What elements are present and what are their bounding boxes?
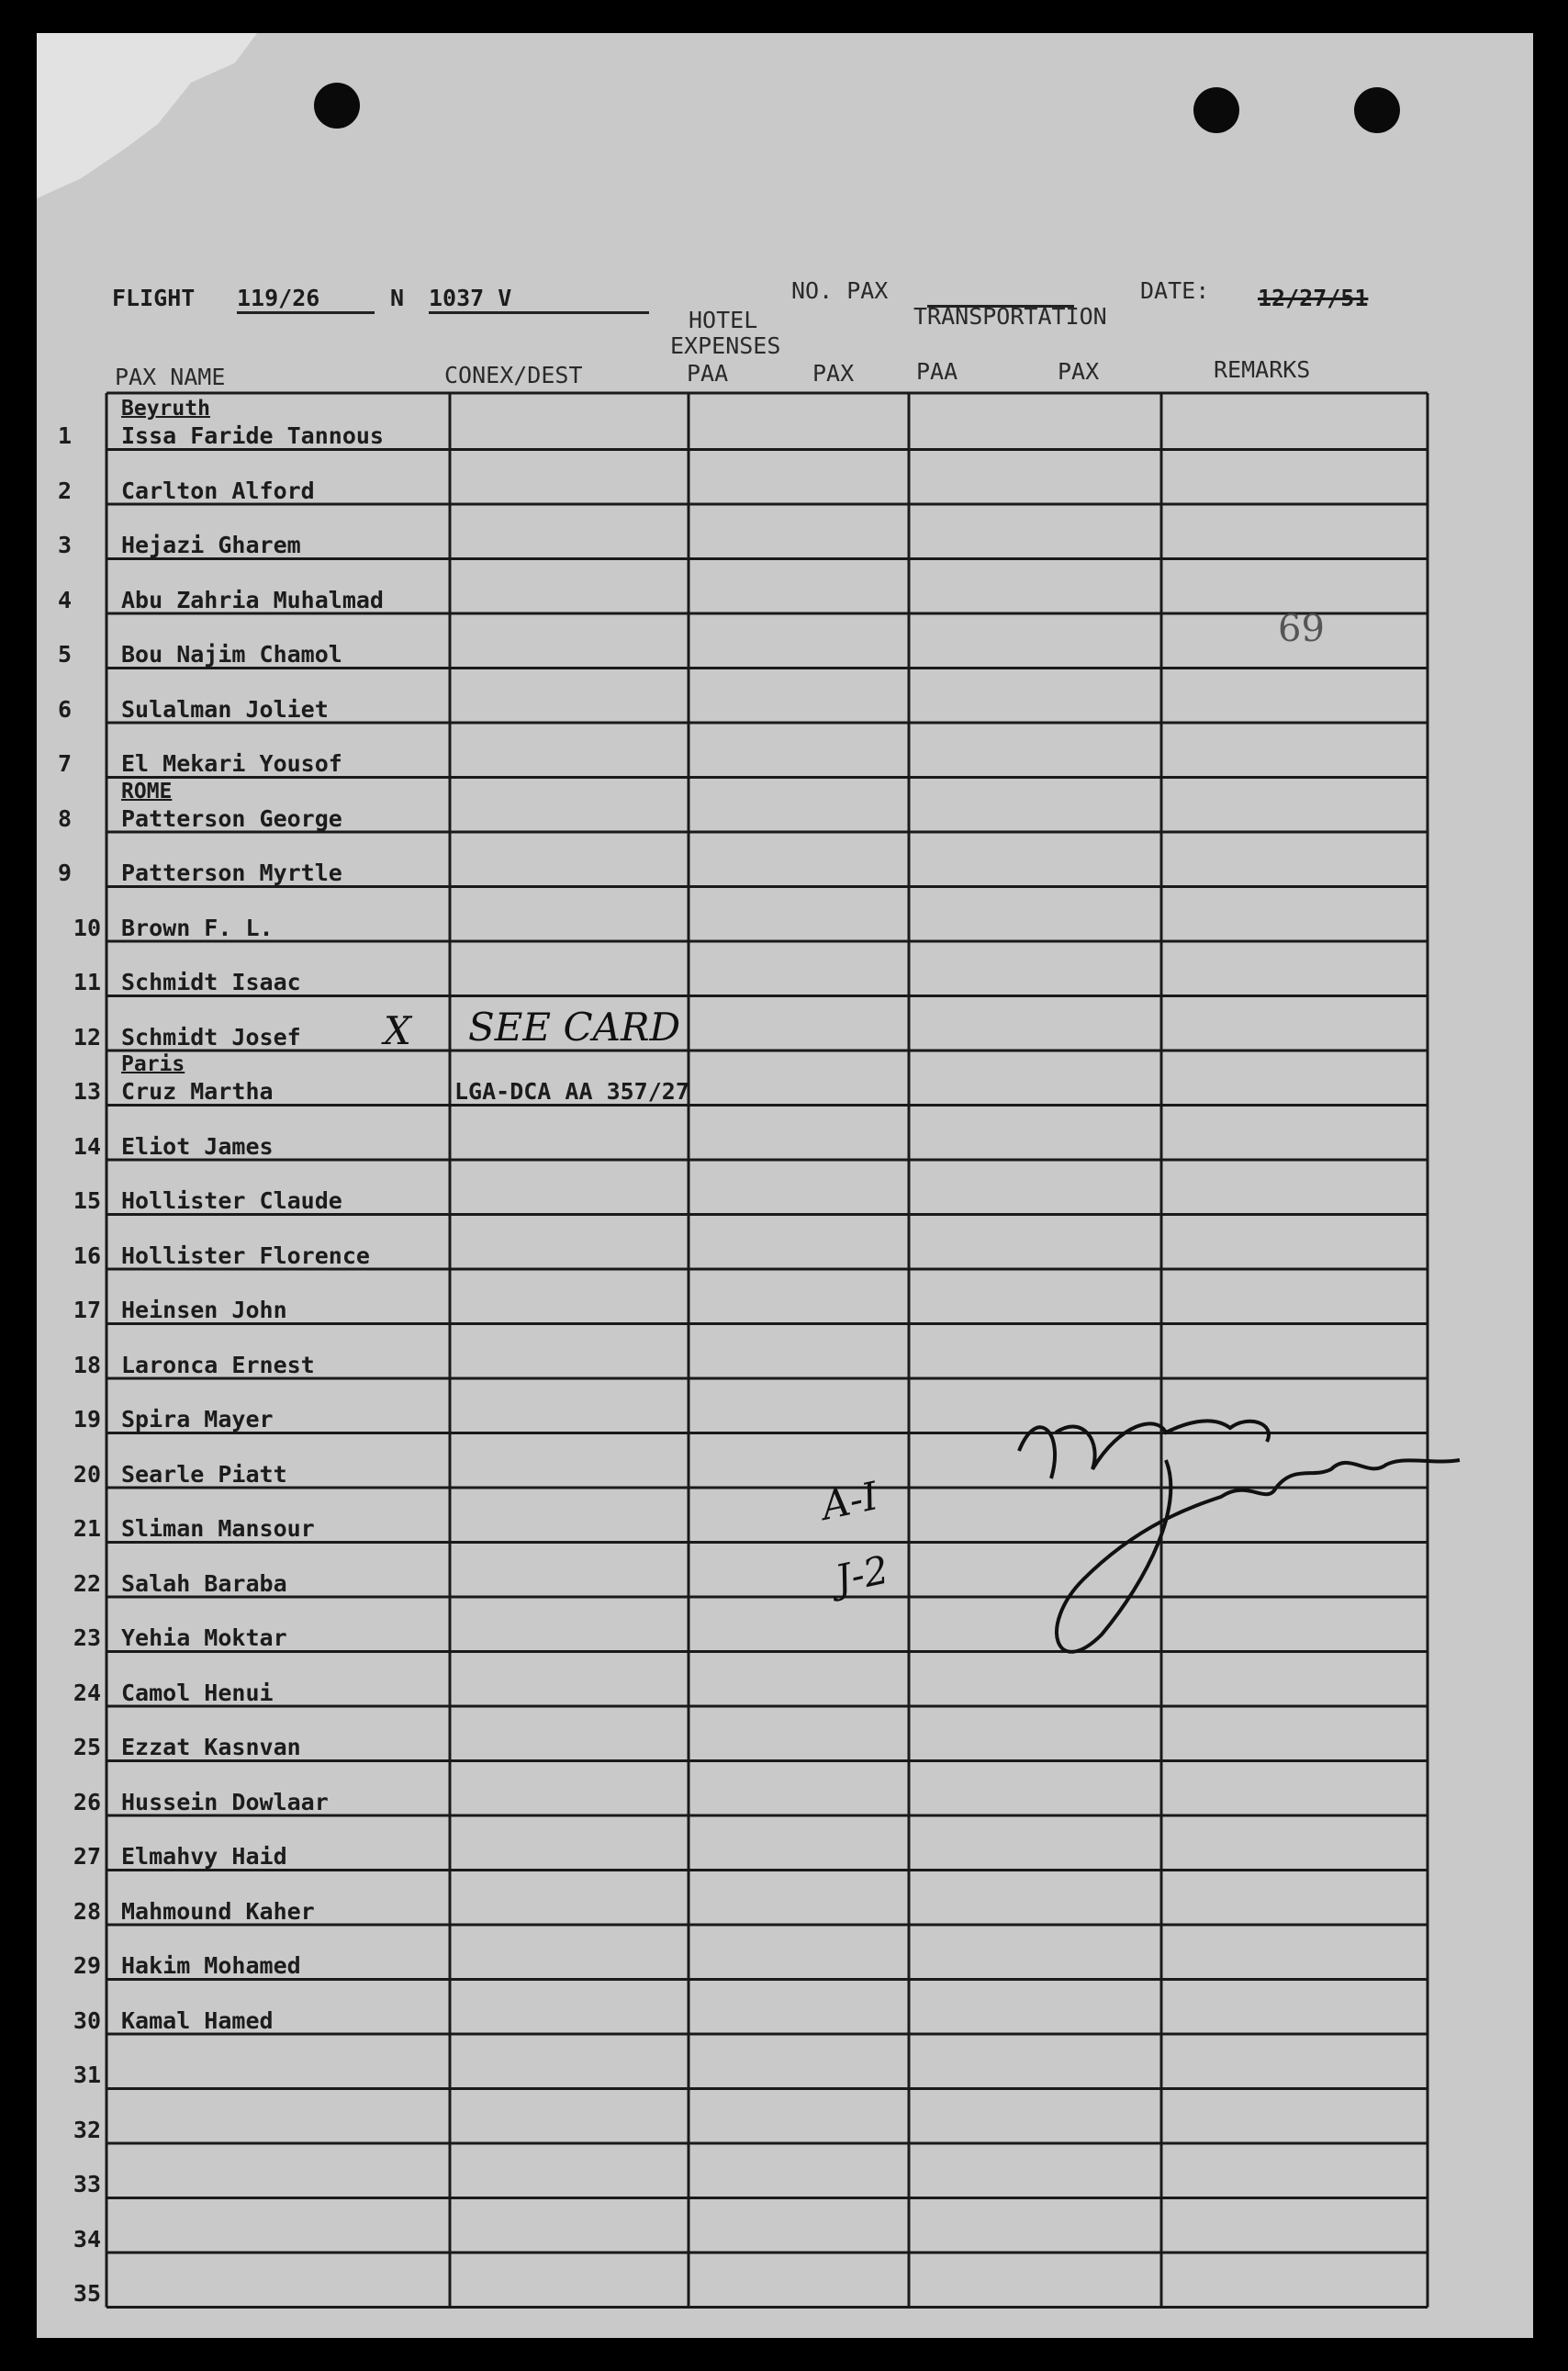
passenger-name: Eliot James	[121, 1132, 274, 1160]
row-number: 13	[73, 1078, 101, 1105]
see-card-note: SEE CARD	[468, 1005, 681, 1050]
col-trans-pax: PAX	[1058, 358, 1100, 385]
check-mark: X	[384, 1008, 411, 1053]
remark-number-stamp: 69	[1278, 608, 1325, 650]
row-number: 28	[73, 1897, 101, 1925]
row-number: 17	[73, 1297, 101, 1323]
code-j-note: J-2	[831, 1546, 893, 1602]
col-trans-paa: PAA	[916, 358, 958, 385]
passenger-name: Searle Piatt	[121, 1460, 287, 1488]
passenger-name: Laronca Ernest	[121, 1351, 315, 1378]
row-number: 6	[57, 695, 72, 723]
row-number: 21	[73, 1515, 101, 1542]
passenger-name: Bou Najim Chamol	[121, 641, 342, 668]
row-number: 4	[57, 586, 72, 613]
passenger-name: Patterson Myrtle	[121, 860, 342, 886]
row-number: 1	[57, 422, 72, 449]
passenger-name: Hollister Claude	[121, 1187, 342, 1214]
row-number: 7	[57, 750, 72, 777]
row-number: 26	[73, 1788, 101, 1815]
passenger-name: Heinsen John	[121, 1297, 287, 1323]
passenger-name: Camol Henui	[121, 1679, 274, 1706]
passenger-name: Cruz Martha	[121, 1078, 274, 1105]
passenger-name: Sliman Mansour	[121, 1515, 315, 1542]
passenger-name: Spira Mayer	[121, 1406, 274, 1433]
col-transportation: TRANSPORTATION	[913, 303, 1107, 330]
passenger-name: Ezzat Kasnvan	[121, 1734, 301, 1760]
row-number: 33	[73, 2171, 101, 2197]
row-number: 2	[57, 477, 72, 504]
flight-label: FLIGHT	[112, 285, 196, 311]
n-value: 1037 V	[429, 285, 649, 314]
punch-hole	[1354, 87, 1400, 133]
passenger-name: Schmidt Josef	[121, 1023, 301, 1051]
row-number: 5	[57, 641, 72, 668]
passenger-name: Yehia Moktar	[121, 1624, 287, 1651]
code-a-note: A-I	[817, 1473, 882, 1529]
row-number: 24	[73, 1679, 101, 1706]
punch-hole	[314, 83, 360, 129]
punch-hole	[1193, 87, 1239, 133]
row-number: 18	[73, 1351, 101, 1378]
passenger-name: Patterson George	[121, 804, 342, 832]
row-number: 22	[73, 1569, 101, 1597]
no-pax-label: NO. PAX	[791, 277, 889, 304]
passenger-name: Carlton Alford	[121, 477, 315, 504]
col-expenses: EXPENSES	[670, 332, 781, 359]
passenger-name: Mahmound Kaher	[121, 1897, 315, 1925]
col-remarks: REMARKS	[1214, 356, 1311, 383]
passenger-name: Salah Baraba	[121, 1569, 287, 1597]
n-label: N	[390, 285, 405, 311]
date-label: DATE:	[1140, 277, 1210, 304]
flight-value: 119/26	[237, 285, 375, 314]
row-number: 23	[73, 1624, 101, 1651]
row-number: 8	[57, 804, 72, 832]
row-number: 20	[73, 1460, 101, 1488]
passenger-name: Hussein Dowlaar	[121, 1788, 329, 1815]
row-number: 31	[73, 2062, 101, 2088]
passenger-name: Abu Zahria Muhalmad	[121, 586, 384, 613]
row-number: 15	[73, 1187, 101, 1214]
row-number: 16	[73, 1242, 101, 1269]
destination-city: ROME	[121, 779, 173, 803]
passenger-name: Sulalman Joliet	[121, 695, 329, 723]
row-number: 9	[57, 860, 72, 886]
destination-city: Beyruth	[121, 397, 210, 421]
row-number: 19	[73, 1406, 101, 1433]
passenger-name: Kamal Hamed	[121, 2006, 274, 2034]
row-number: 27	[73, 1843, 101, 1870]
date-value: 12/27/51	[1258, 285, 1369, 311]
row-number: 10	[73, 914, 101, 941]
passenger-name: Hollister Florence	[121, 1242, 370, 1269]
passenger-name: Schmidt Isaac	[121, 969, 301, 995]
passenger-name: El Mekari Yousof	[121, 750, 342, 777]
signature	[1001, 1377, 1478, 1680]
col-pax-name: PAX NAME	[115, 364, 226, 390]
row-number: 30	[73, 2006, 101, 2034]
row-number: 25	[73, 1734, 101, 1760]
passenger-name: Elmahvy Haid	[121, 1843, 287, 1870]
connection-destination: LGA-DCA AA 357/27	[454, 1078, 689, 1105]
row-number: 32	[73, 2116, 101, 2143]
row-number: 35	[73, 2280, 101, 2307]
col-hotel-pax: PAX	[812, 360, 855, 387]
col-hotel: HOTEL	[689, 307, 758, 333]
passenger-name: Brown F. L.	[121, 914, 274, 941]
destination-city: Paris	[121, 1052, 185, 1076]
row-number: 14	[73, 1132, 101, 1160]
passenger-name: Hejazi Gharem	[121, 532, 301, 558]
row-number: 34	[73, 2225, 101, 2253]
row-number: 29	[73, 1952, 101, 1979]
passenger-name: Issa Faride Tannous	[121, 422, 384, 449]
torn-corner	[37, 33, 257, 198]
col-conex-dest: CONEX/DEST	[444, 362, 583, 388]
col-hotel-paa: PAA	[687, 360, 729, 387]
row-number: 11	[73, 969, 101, 995]
passenger-name: Hakim Mohamed	[121, 1952, 301, 1979]
row-number: 12	[73, 1023, 101, 1051]
row-number: 3	[57, 532, 72, 558]
